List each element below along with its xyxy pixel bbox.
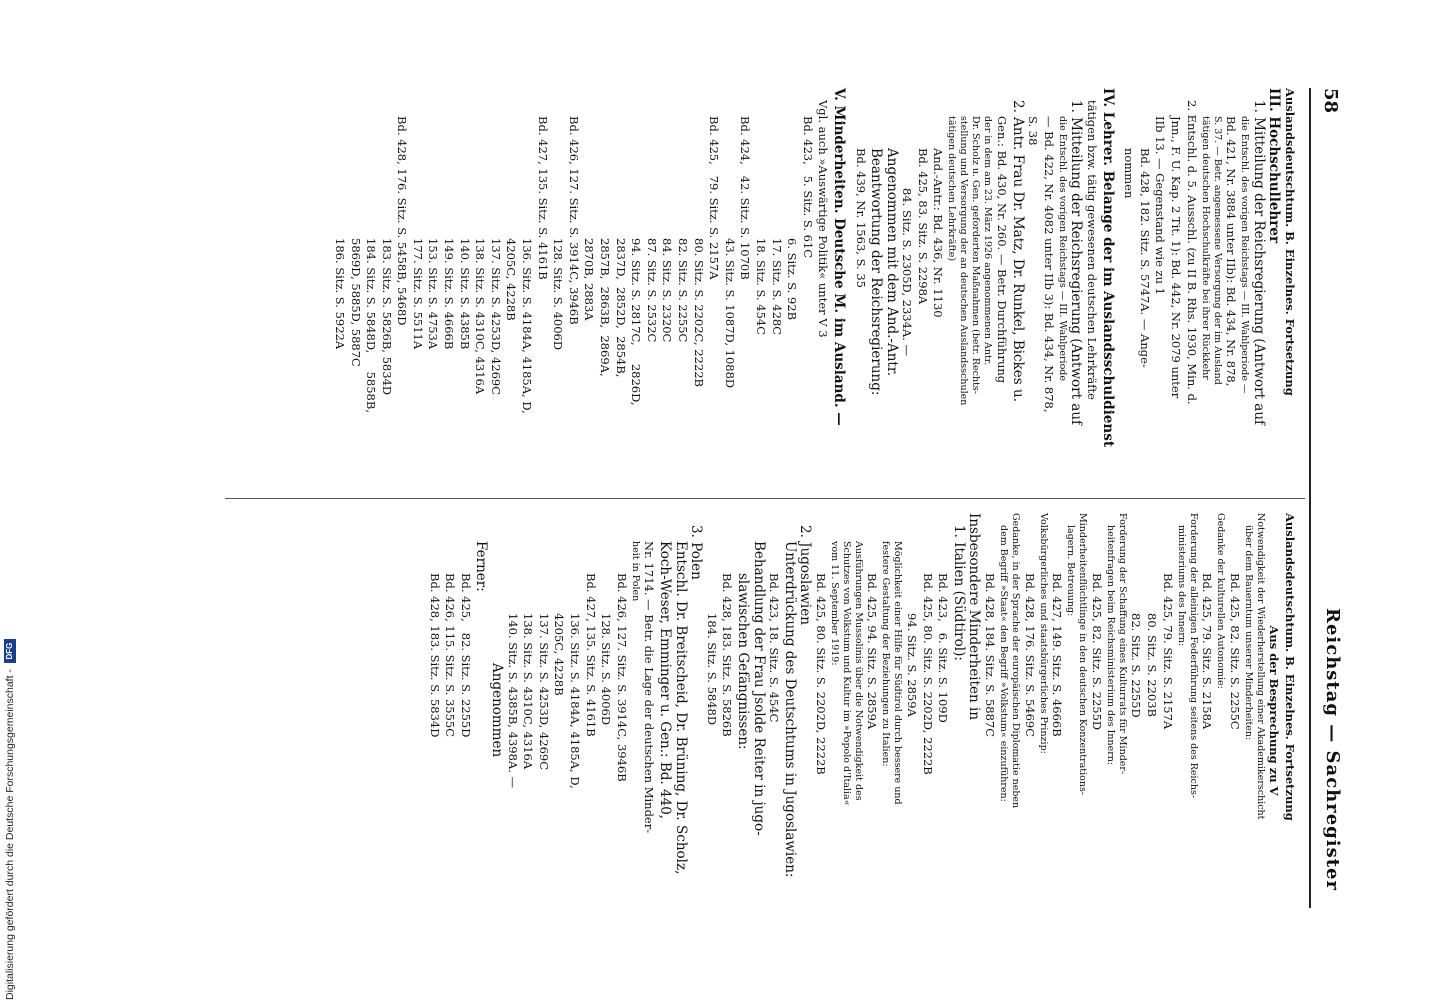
index-line: lagern. Betreuung: <box>1065 525 1077 617</box>
index-line: And.-Antr.: Bd. 436, Nr. 1130 <box>931 148 946 318</box>
index-line: 1. Mitteilung der Reichsregierung (Antwort auf <box>1250 100 1267 426</box>
index-line: über dem Bauerntum unserer Minderheiten: <box>1242 525 1254 741</box>
index-line: V. Minderheiten. Deutsche M. im Ausland. — <box>830 88 847 426</box>
index-line: 136. Sitz. S. 4184A, 4185A, D, <box>568 613 582 789</box>
index-line: Bd. 425, 79. Sitz. S. 2158A <box>1200 573 1215 730</box>
index-line: 136. Sitz. S. 4184A, 4185A, D, <box>520 238 535 414</box>
index-line: Möglichkeit einer Hilfe für Südtirol durch bessere und <box>892 541 904 805</box>
index-line: Insbesondere Minderheiten in <box>966 513 983 721</box>
index-line: tätigen bzw. tätig gewesenen deutschen Lehrkräfte <box>1085 100 1100 400</box>
index-line: Minderheitenflüchtlinge in den deutschen Konzentrations- <box>1077 513 1089 796</box>
index-line: 94. Sitz. S. 2859A <box>905 613 920 717</box>
index-line: die Entschl. des vorigen Reichstags — III. Wahlperiode — <box>1239 116 1251 394</box>
index-line: Nr. 1714. — Betr. die Lage der deutschen Minder- <box>642 541 657 834</box>
index-line: — Bd. 422, Nr. 4082 unter IIb 3): Bd. 434, Nr. 878, <box>1041 116 1056 413</box>
index-line: S. 38 <box>1026 116 1041 146</box>
index-line: Forderung der Schaffung eines Kulturrats für Minder- <box>1116 513 1128 775</box>
index-line: 2. Antr. Frau Dr. Matz, Dr. Runkel, Bickes u. <box>1009 100 1026 402</box>
index-line: 84. Sitz. S. 2320C <box>660 238 675 343</box>
index-line: Bd. 425, 83. Sitz. S. 2298A <box>915 148 930 305</box>
index-line: 128. Sitz. S. 4006D <box>599 613 614 726</box>
index-line: Dr. Scholz u. Gen. geforderten Maßnahmen (betr. Rechts- <box>970 116 982 395</box>
index-line: 80. Sitz. S. 2203B <box>1145 613 1160 717</box>
index-line: Bd. 428, 183. Sitz. S. 5834D <box>427 573 442 738</box>
index-line: Bd. 427, 149. Sitz. S. 4666B <box>1050 573 1065 737</box>
index-line: Forderung der alleinigen Federführung seitens des Reichs- <box>1187 513 1199 799</box>
digitization-credit <box>0 0 20 1000</box>
dfg-logo: DFG <box>4 639 16 663</box>
index-line: 17. Sitz. S. 428C <box>769 238 784 336</box>
index-line: Bd. 424, 42. Sitz. S. 1070B <box>738 116 753 280</box>
column-divider <box>225 498 1305 499</box>
index-line: Bd. 426, 127. Sitz. S. 3914C, 3946B <box>566 116 581 325</box>
index-line: Schutzes von Volkstum und Kultur im »Popolo d'Italia« <box>840 541 852 806</box>
right-column <box>426 513 1297 908</box>
index-line: Jnn., F. U. Kap. 2 Tit. 1): Bd. 442, Nr. 2079 unter <box>1169 116 1184 399</box>
index-line: IIb 13. — Gegenstand wie zu 1 <box>1153 116 1168 295</box>
index-line: 82. Sitz. S. 2255C <box>676 238 690 343</box>
index-line: 80. Sitz. S. 2202C, 2222B <box>691 238 706 387</box>
index-line: Gen.: Bd. 430, Nr. 260. — Betr. Durchführung <box>995 116 1010 384</box>
index-line: 184. Sitz. S. 5848D <box>704 613 719 726</box>
index-line: 43. Sitz. S. 1087D, 1088D <box>722 238 737 389</box>
index-line: 140. Sitz. S. 4385B <box>457 238 472 350</box>
index-line: Bd. 425, 80. Sitz. S. 2202D, 2222B <box>920 573 935 775</box>
index-line: Unterdrückung des Deutschtums in Jugoslawien: <box>781 541 798 878</box>
index-line: Notwendigkeit der Wiederherstellung einer Akademikerschicht <box>1254 513 1266 820</box>
index-line: der in dem am 23. März 1926 angenommenen Antr. <box>982 116 994 366</box>
credit-text: Digitalisierung gefördert durch die Deutsche Forschungsgemeinschaft - <box>4 669 16 1000</box>
index-line: 82. Sitz. S. 2255D <box>1129 613 1144 718</box>
index-line: Bd. 423, 6. Sitz. S. 109D <box>936 573 951 723</box>
index-line: 6. Sitz. S. 92B <box>785 238 800 321</box>
index-line: Vgl. auch »Auswärtige Politik« unter V 3 <box>816 100 831 338</box>
index-line: Entschl. Dr. Breitscheid, Dr. Brüning, Dr. Scholz, <box>672 541 689 875</box>
index-line: 1. Mitteilung der Reichsregierung (Antwort auf <box>1068 100 1085 426</box>
index-line: ministeriums des Innern: <box>1175 525 1187 647</box>
index-line: 137. Sitz. S. 4253D, 4269C <box>536 613 551 771</box>
index-line: 137. Sitz. S. 4253D, 4269C <box>488 238 503 396</box>
page-header <box>1309 88 1345 908</box>
index-line: Ferner: <box>473 541 490 592</box>
index-line: Bd. 439, Nr. 1563, S. 35 <box>853 148 868 288</box>
index-line: 128. Sitz. S. 4006D <box>551 238 566 351</box>
index-line: 140. Sitz. S. 4385B, 4398A. — <box>505 613 520 788</box>
index-line: 87. Sitz. S. 2532C <box>644 238 659 343</box>
index-line: die Entschl. des vorigen Reichstags — III. Wahlperiode <box>1056 116 1068 381</box>
index-line: 186. Sitz. S. 5922A <box>332 238 347 350</box>
index-line: Gedanke der kulturellen Autonomie: <box>1215 513 1227 689</box>
index-line: heit in Polen <box>629 541 641 602</box>
index-line: 18. Sitz. S. 454C <box>753 238 768 336</box>
index-line: Bd. 427, 135. Sitz. S. 4161B <box>583 573 598 737</box>
index-line: 183. Sitz. S. 5826B, 5834D <box>379 238 394 396</box>
index-line: 2857B, 2863B, 2869A, <box>598 238 613 377</box>
index-line: Auslandsdeutschtum. B. Einzelnes. Fortsetzung <box>1283 513 1297 821</box>
index-line: Behandlung der Frau Jsolde Reiter in jugo- <box>750 541 767 836</box>
left-column <box>331 88 1297 483</box>
index-line: Bd. 425, 82. Sitz. S. 2255D <box>458 573 473 738</box>
index-line: Bd. 428, 176. Sitz. S. 5458B, 5468D <box>395 116 410 326</box>
index-line: Aus der Besprechung zu V <box>1267 625 1282 796</box>
index-line: 149. Sitz. S. 4666B <box>442 238 457 350</box>
index-line: 1. Italien (Südtirol): <box>950 525 967 661</box>
index-line: Bd. 425, 82. Sitz. S. 2255C <box>1227 573 1242 730</box>
index-line: 5869D, 5885D, 5887C <box>348 238 363 367</box>
index-line: Bd. 423, 18. Sitz. S. 454C <box>767 573 782 723</box>
index-line: Koch-Weser, Emminger u. Gen.: Bd. 440, <box>656 541 673 820</box>
index-line: Bd. 425, 82. Sitz. S. 2255D <box>1089 573 1104 731</box>
index-line: Bd. 427, 135. Sitz. S. 4161B <box>535 116 550 280</box>
index-line: 138. Sitz. S. 4310C, 4316A <box>473 238 488 395</box>
index-line: tätigen deutschen Lehrkräfte) <box>946 116 958 262</box>
index-line: 94. Sitz. S. 2817C, 2826D, <box>629 238 644 406</box>
index-line: Bd. 425, 80. Sitz. S. 2202D, 2222B <box>813 573 828 775</box>
rotated-page <box>35 88 1345 908</box>
page-number: 58 <box>1320 88 1341 114</box>
index-line: III. Hochschullehrer <box>1266 88 1283 244</box>
index-line: festere Gestaltung der Beziehungen zu Italien: <box>880 541 892 767</box>
index-line: IV. Lehrer. Belange der im Auslandsschuldienst <box>1099 88 1116 448</box>
index-line: Bd. 426, 115. Sitz. S. 3555C <box>443 573 458 738</box>
index-line: 3. Polen <box>688 525 705 580</box>
index-line: Bd. 421, Nr. 3884 unter IIb): Bd. 434, Nr. 878, <box>1224 116 1239 387</box>
index-line: Volksbürgerliches und staatsbürgerliches Prinzip: <box>1037 513 1049 754</box>
index-line: Bd. 425, 79. Sitz. S. 2157A <box>1160 573 1175 730</box>
index-line: nommen <box>1122 148 1137 199</box>
index-line: Gedanke, in der Sprache der europäischen Diplomatie neben <box>1010 513 1022 809</box>
index-line: dem Begriff »Staat« den Begriff »Volkstum« einzuführen: <box>998 525 1010 802</box>
running-title: Reichstag — Sachregister <box>1322 608 1343 891</box>
index-line: Auslandsdeutschtum. B. Einzelnes. Fortsetzung <box>1283 88 1297 396</box>
index-line: heitenfragen beim Reichsministerium des Innern: <box>1104 525 1116 766</box>
index-line: vom 11. September 1919: <box>828 541 840 666</box>
index-line: S. 37. — Betr. angemessene Versorgung der im Ausland <box>1211 116 1223 385</box>
index-line: 4205C, 4228B <box>552 613 567 696</box>
index-line: 153. Sitz. S. 4753A <box>426 238 441 350</box>
index-line: 4205C, 4228B <box>504 238 519 321</box>
index-line: Bd. 425, 79. Sitz. S. 2157A <box>707 116 722 280</box>
index-line: 184. Sitz. S. 5848D, 5858B, <box>364 238 379 413</box>
index-line: Bd. 428, 176. Sitz. S. 5469C <box>1022 573 1037 738</box>
index-line: 2870B, 2883A <box>582 238 597 321</box>
index-line: Beantwortung der Reichsregierung: <box>868 148 885 396</box>
index-line: 2837D, 2852D, 2854B, <box>613 238 628 378</box>
index-line: 138. Sitz. S. 4310C, 4316A <box>521 613 536 770</box>
index-line: Bd. 423, 5. Sitz. S. 61C <box>800 116 815 259</box>
index-line: 177. Sitz. S. 5511A <box>410 238 425 350</box>
index-line: Angenommen <box>489 663 506 758</box>
index-line: Ausführungen Mussolinis über die Notwendigkeit des <box>852 541 864 801</box>
index-line: 2. Entschl. d. 5. Ausschl. (zu II B. Rhs. 1930, Min. d. <box>1184 100 1199 405</box>
index-line: Bd. 425, 94. Sitz. S. 2859A <box>865 573 880 730</box>
index-line: 84. Sitz. S. 2305D, 2334A. — <box>900 188 915 357</box>
index-line: Bd. 426, 127. Sitz. S. 3914C, 3946B <box>614 573 629 782</box>
index-line: slawischen Gefängnissen: <box>734 573 751 750</box>
index-line: stellung und Versorgung der an deutschen Auslandsschulen <box>958 116 970 406</box>
index-line: tätigen deutschen Hochschulkräfte bei ihrer Rückkehr <box>1199 116 1211 380</box>
index-line: Angenommen mit dem And.-Antr. <box>883 148 900 377</box>
index-line: Bd. 428, 183. Sitz. S. 5826B <box>720 573 735 737</box>
index-line: Bd. 428, 184. Sitz. S. 5887C <box>983 573 998 738</box>
index-line: Bd. 428, 182. Sitz. S. 5747A. — Ange- <box>1137 148 1152 368</box>
index-line: 2. Jugoslawien <box>797 525 814 625</box>
